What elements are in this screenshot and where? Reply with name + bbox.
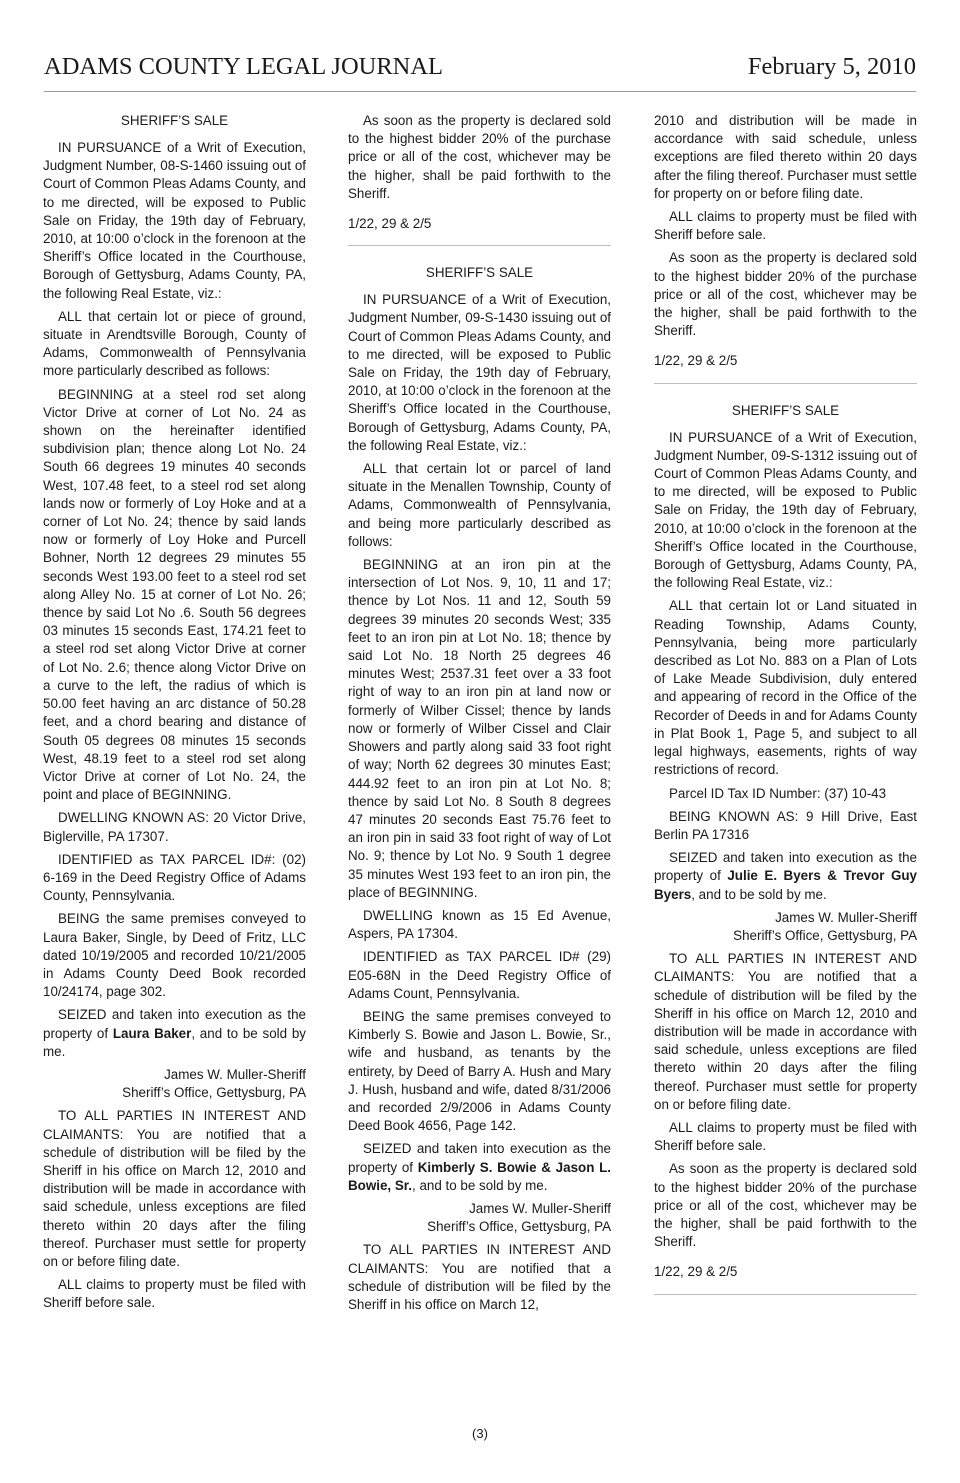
notice-paragraph: TO ALL PARTIES IN INTEREST AND CLAIMANTS: You are notified that a schedule of distribution will be filed by the Sheriff in his office on March 12, 2010 and distribution will be made in accordance with said schedule, unless exceptions are filed thereto within 20 days after the filing thereof. Purchaser must settle for property on or before filing date. [654, 951, 917, 1112]
column-2 [348, 112, 611, 1319]
notice-paragraph: IN PURSUANCE of a Writ of Execution, Judgment Number, 08-S-1460 issuing out of Court of Common Pleas Adams County, and to me directed, will be exposed to Public Sale on Friday, the 19th day of February, 2010, at 10:00 o’clock in the forenoon at the Sheriff’s Office located in the Courthouse, Borough of Gettysburg, Adams County, PA, the following Real Estate, viz.: [43, 140, 306, 301]
notice-paragraph: DWELLING KNOWN AS: 20 Victor Drive, Biglerville, PA 17307. [43, 810, 306, 844]
sheriff-office: Sheriff’s Office, Gettysburg, PA [733, 927, 917, 943]
notice-paragraph: IDENTIFIED as TAX PARCEL ID#: (02) 6-169 in the Deed Registry Office of Adams County, Pennsylvania. [43, 851, 306, 904]
notice-title: SHERIFF’S SALE [731, 402, 840, 418]
notice-paragraph: ALL claims to property must be filed with Sheriff before sale. [654, 1119, 917, 1154]
page-number: (3) [472, 1426, 488, 1441]
journal-title: ADAMS COUNTY LEGAL JOURNAL [44, 53, 444, 80]
notice-title: SHERIFF’S SALE [120, 113, 229, 128]
notice-paragraph: ALL that certain lot or parcel of land situate in the Menallen Township, County of Adams, Commonwealth of Pennsylvania, and being more particularly described as follows: [348, 461, 611, 549]
notice-paragraph: BEGINNING at a steel rod set along Victor Drive at corner of Lot No. 24 as shown on the hereinafter identified subdivision plan; thence along Lot No. 24 South 66 degrees 19 minutes 40 seconds West, 107.48 feet, to a steel rod set along lands now or formerly of Loy Hoke and at a corner of Lot No. 24; thence by said lands now or formerly of Loy Hoke and Purcell Bohner, North 12 degrees 29 minutes 55 seconds West 193.00 feet to a steel rod set along Alley No. 15 at corner of Lot No. 26; thence by said Lot No .6. South 56 degrees 03 minutes 15 seconds East, 174.21 feet to a steel rod set along Victor Drive at corner of Lot No. 2.6; thence along Victor Drive on a curve to the left, the radius of which is 50.00 feet having an arc distance of 50.28 feet, and a chord bearing and distance of South 05 degrees 08 minutes 15 seconds West, 48.19 feet to a steel rod set along Victor Drive at corner of Lot No. 24, the point and place of BEGINNING. [43, 386, 306, 803]
notice-paragraph: TO ALL PARTIES IN INTEREST AND CLAIMANTS: You are notified that a schedule of distribution will be filed by the Sheriff in his office on March 12, 2010 and distribution will be made in accordance with said schedule, unless exceptions are filed thereto within 20 days after the filing thereof. Purchaser must settle for property on or before filing date. [43, 1108, 306, 1269]
notice-divider [348, 245, 611, 246]
header-rule [44, 91, 916, 92]
notice-paragraph: ALL claims to property must be filed with Sheriff before sale. [654, 209, 917, 243]
column-1 [43, 112, 306, 1318]
publication-dates: 1/22, 29 & 2/5 [348, 216, 432, 232]
notice-paragraph: ALL that certain lot or piece of ground, situate in Arendtsville Borough, County of Adams, Commonwealth of Pennsylvania more particularly described as follows: [43, 308, 306, 379]
notice-paragraph: As soon as the property is declared sold to the highest bidder 20% of the purchase price or all of the cost, whichever may be the higher, shall be paid forthwith to the Sheriff. [654, 250, 917, 339]
notice-paragraph: BEING KNOWN AS: 9 Hill Drive, East Berlin PA 17316 [654, 808, 917, 842]
notice-paragraph: ALL claims to property must be filed with Sheriff before sale. [43, 1277, 306, 1311]
notice-title: SHERIFF’S SALE [425, 265, 534, 281]
seizure-paragraph: SEIZED and taken into execution as the property of Julie E. Byers & Trevor Guy Byers, and to be sold by me. [654, 850, 918, 902]
notice-paragraph: As soon as the property is declared sold to the highest bidder 20% of the purchase price or all of the cost, whichever may be the higher, shall be paid forthwith to the Sheriff. [348, 113, 611, 201]
sheriff-signature: James W. Muller-Sheriff [775, 909, 917, 925]
sheriff-office: Sheriff’s Office, Gettysburg, PA [427, 1219, 611, 1235]
seizure-paragraph: SEIZED and taken into execution as the property of Laura Baker, and to be sold by me. [43, 1007, 306, 1059]
notice-paragraph: BEING the same premises conveyed to Laura Baker, Single, by Deed of Fritz, LLC dated 10/19/2005 and recorded 10/21/2005 in Adams County Deed Book recorded 10/24174, page 302. [43, 911, 306, 1000]
defendant-name: Kimberly S. Bowie & Jason L. Bowie, Sr. [348, 1159, 611, 1193]
sheriff-office: Sheriff’s Office, Gettysburg, PA [122, 1085, 306, 1101]
notice-paragraph: ALL that certain lot or Land situated in Reading Township, Adams County, Pennsylvania, being more particularly described as Lot No. 883 on a Plan of Lots of Lake Meade Subdivision, duly entered and appearing of record in the Office of the Recorder of Deeds in and for Adams County in Plat Book 1, Page 5, and subject to all legal highways, easements, rights of way restrictions of record. [654, 598, 917, 778]
notice-paragraph: DWELLING known as 15 Ed Avenue, Aspers, PA 17304. [348, 907, 611, 942]
publication-dates: 1/22, 29 & 2/5 [654, 1264, 738, 1280]
notice-divider [654, 383, 917, 384]
notice-paragraph: IN PURSUANCE of a Writ of Execution, Judgment Number, 09-S-1312 issuing out of Court of Common Pleas Adams County, and to me directed, will be exposed to Public Sale on Friday, the 19th day of February, 2010, at 10:00 o’clock in the forenoon at the Sheriff’s Office located in the Courthouse, Borough of Gettysburg, Adams County, PA, the following Real Estate, viz.: [654, 429, 917, 591]
notice-paragraph: IN PURSUANCE of a Writ of Execution, Judgment Number, 09-S-1430 issuing out of Court of Common Pleas Adams County, and to me directed, will be exposed to Public Sale on Friday, the 19th day of February, 2010, at 10:00 o’clock in the forenoon at the Sheriff’s Office located in the Courthouse, Borough of Gettysburg, Adams County, PA, the following Real Estate, viz.: [348, 292, 611, 453]
defendant-name: Julie E. Byers & Trevor Guy Byers [654, 868, 918, 902]
notice-paragraph: BEGINNING at an iron pin at the intersection of Lot Nos. 9, 10, 11 and 17; thence by Lot Nos. 11 and 12, South 59 degrees 39 minutes 20 seconds West; 335 feet to an iron pin at Lot No. 18; thence by said Lot No. 18 North 25 degrees 46 minutes West; 2537.31 feet over a 33 foot right of way to an iron pin at land now or formerly of Wilber Cissel; thence by lands now or formerly of Wilber Cissel and Clair Showers and partly along said 33 foot right of way; North 62 degrees 30 minutes East; 444.92 feet to an iron pin at Lot No. 8; thence by said Lot No. 8 South 8 degrees 47 minutes 20 seconds East 75.76 feet to an iron pin in said 33 foot right of way of Lot No. 9; thence by Lot No. 9 South 1 degree 35 minutes West 193 feet to an iron pin, the place of BEGINNING. [348, 557, 611, 900]
seizure-paragraph: SEIZED and taken into execution as the property of Kimberly S. Bowie & Jason L. Bowie, Sr., and to be sold by me. [348, 1141, 611, 1193]
notice-paragraph: IDENTIFIED as TAX PARCEL ID# (29) E05-68N in the Deed Registry Office of Adams Count, Pennsylvania. [348, 949, 611, 1001]
notice-paragraph: BEING the same premises conveyed to Kimberly S. Bowie and Jason L. Bowie, Sr., wife and husband, as tenants by the entirety, by Deed of Barry A. Hush and Mary J. Hush, husband and wife, dated 8/31/2006 and recorded 2/9/2006 in Adams County Deed Book 4656, Page 142. [348, 1008, 611, 1134]
notice-divider [654, 1294, 917, 1295]
column-3 [654, 112, 917, 1313]
masthead [44, 50, 916, 84]
publication-dates: 1/22, 29 & 2/5 [654, 353, 738, 369]
notice-paragraph: TO ALL PARTIES IN INTEREST AND CLAIMANTS: You are notified that a schedule of distribution will be filed by the Sheriff in his office on March 12, [348, 1242, 611, 1312]
sheriff-signature: James W. Muller-Sheriff [469, 1200, 611, 1216]
notice-paragraph: As soon as the property is declared sold to the highest bidder 20% of the purchase price or all of the cost, whichever may be the higher, shall be paid forthwith to the Sheriff. [654, 1161, 917, 1250]
notice-paragraph: 2010 and distribution will be made in accordance with said schedule, unless exceptions are filed thereto within 20 days after the filing thereof. Purchaser must settle for property on or before filing date. [654, 113, 917, 201]
defendant-name: Laura Baker [112, 1025, 192, 1041]
issue-date: February 5, 2010 [747, 53, 916, 80]
sheriff-signature: James W. Muller-Sheriff [164, 1066, 306, 1082]
notice-paragraph: Parcel ID Tax ID Number: (37) 10-43 [669, 785, 887, 801]
